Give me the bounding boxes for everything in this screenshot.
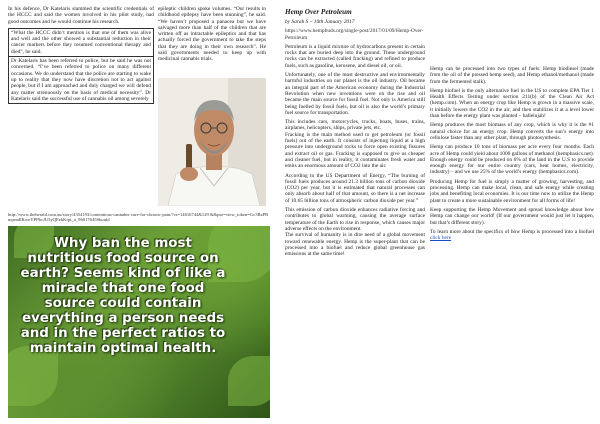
- article-paragraph: Hemp biofuel is the only alternative fuel in the US to complete EPA Tier 1 Health Effects Testing under section 211(b) of the Clean Air Act (hemp.com). When an energy crop like Hemp is grown in a massive scale, it initially lowers the CO2 in the air, and then stabilizes it at a level lower than before the energy plant was planted – hallelujah!: [430, 87, 594, 120]
- article-title: Hemp Over Petroleum: [285, 8, 352, 16]
- article-paragraph: The survival of humanity is in dire need of a global movement toward renewable energy. Hemp is the super-plant that can be processed into a biofuel and reduce global greenhouse gas emissions at the same time!: [285, 232, 425, 258]
- poster-slogan: Why ban the most nutritious food source on earth? Seems kind of like a miracle that one food source could contain everything a person needs and in the perfect ratios to maintain optimal health.: [20, 236, 226, 356]
- article-paragraph: According to the US Department of Energy, “The burning of fossil fuels produces around 21.3 billion tons of carbon dioxide (CO2) per year, but it is estimated that natural processes can only absorb about half of that amount, so there is a net increase of 10.65 billion tons of atmospheric carbon dioxide per year.”: [285, 172, 425, 204]
- pull-quote-box: [8, 28, 154, 57]
- portrait-illustration: [158, 78, 266, 206]
- article-url[interactable]: https://www.hempbuds.org/single-post/2017/01/09/Hemp-Over-Petroleum: [285, 28, 424, 41]
- article-paragraph: This emission of carbon dioxide enhances radiative forcing and contributes to global warming, causing the average surface temperature of the Earth to rise in response, which causes major adverse effects on the environment.: [285, 207, 425, 232]
- article-byline: by Sarah S – 10th January 2017: [285, 19, 355, 25]
- closing-text: To learn more about the specifics of how Hemp is processed into a biofuel: [430, 228, 594, 235]
- leaf-decoration: [228, 356, 270, 406]
- pull-quote: “What the HCCC didn’t mention is that one of them was alive and well and the other showed a substantial reduction in their cancer markers before they resumed conventional therapy and died”, he said.: [11, 29, 151, 55]
- click-here-link[interactable]: click here: [430, 235, 452, 242]
- article-paragraph: Dr Katelaris has been referred to police, but he said he was not concerned. “I’ve been referred to police on many different occasions. We do understand that the police are starting to wake up to reality that they now have discretion not to act against people, but if I am approached and duly charged we will defend any matter strenuously on the basis of medical necessity”. Dr Katelaris said the successful use of cannabis oil among severely: [11, 58, 151, 102]
- article-paragraph: Producing Hemp for fuel is simply a matter of growing, harvesting, and processing. Hemp can make local, clean, and safe energy while creating jobs and benefiting local economies. It is our time now to utilize the Hemp plant to create a more sustainable environment for all forms of life!: [430, 178, 594, 204]
- source-url[interactable]: http://www.theherald.com.au/story/4354193/contentious-cannabis-cure-for-chronic-pain/?cs=14616744&129 &&pse=view_token=Gc5BzPRnqsmdlKweYPPbcJU5yQEekKrpi_a_96017645Should: [8, 212, 269, 223]
- article-paragraph: Hemp can be processed into two types of fuels: Hemp biodiesel (made from the oil of the pressed hemp seed), and Hemp ethanol/methanol (made from the fermented stalk).: [430, 66, 594, 85]
- article-paragraph: Unfortunately, one of the most destructive and environmentally harmful industries on our planet is the oil industry. Oil became an integral part of the American economy during the Industrial Revolution when new inventions were on the rise and oil became the main source for fossil fuel. Not only is America still being fuelled by fossil fuels, but oil is also the world’s primary fuel source for transportation.: [285, 72, 425, 116]
- article-paragraph: This includes cars, motorcycles, trucks, boats, buses, trains, airplanes, helicopters, ships, private jets, etc.: [285, 119, 425, 132]
- article-box: [8, 57, 154, 104]
- article-paragraph: [430, 229, 594, 242]
- article-paragraph: Keep supporting the Hemp Movement and spread knowledge about how Hemp can change our world! (If our government would just let it happen, but that’s different story).: [430, 206, 594, 226]
- column-4: [430, 66, 594, 420]
- article-paragraph: In his defence, Dr Katelaris slammed the scientific credentials of the HCCC and said the women involved in his pilot study, had good outcomes and he would continue his research.: [8, 6, 154, 25]
- article-paragraph: Petroleum is a liquid mixture of hydrocarbons present in certain rocks that are buried deep into the ground. These underground rocks can be extracted (called fracking) and refined to produce fuels, such as gasoline, kerosene, and diesel oil, or oil.: [285, 43, 425, 69]
- column-1: [8, 6, 154, 216]
- article-paragraph: epileptic children spoke volumes. “Our results in childhood epilepsy have been stunning”, he said. “We haven’t proposed a panacea but we have salvaged more than half of the children that are written off as intractable epileptics and that has actually forced the government to take the steps that they are doing in their own research”. He said governments needed to keep up with medicinal cannabis trials.: [158, 6, 266, 63]
- article-paragraph: Fracking is the main method used to get petroleum (or fossil fuels) out of the earth. It consists of injecting liquid at a high pressure into underground rocks to force open existing fissures and extract oil or gas. Fracking is supposed to give us cheaper and cleaner fuel, but in reality, it contaminates fresh water and emits an enormous amount of CO2 into the air.: [285, 131, 425, 170]
- doctor-photo: [158, 78, 266, 206]
- article-paragraph: Hemp produces the most biomass of any crop, which is why it is the #1 natural choice for an energy crop. Hemp converts the sun’s energy into cellulose faster than any other plant, through photosynthesis.: [430, 122, 594, 141]
- column-3: [285, 8, 425, 420]
- column-2: [158, 6, 266, 76]
- hemp-poster: [8, 226, 270, 418]
- article-paragraph: Hemp can produce 10 tons of biomass per acre every four months. Each acre of Hemp could yield about 1000 gallons of methanol (hempbasics.net). Enough energy could be produced on 6% of the land in the U.S to provide enough energy for our entire country (cars, heat homes, electricity, industry) – and we use 25% of the world’s energy (hempbasics.com).: [430, 144, 594, 176]
